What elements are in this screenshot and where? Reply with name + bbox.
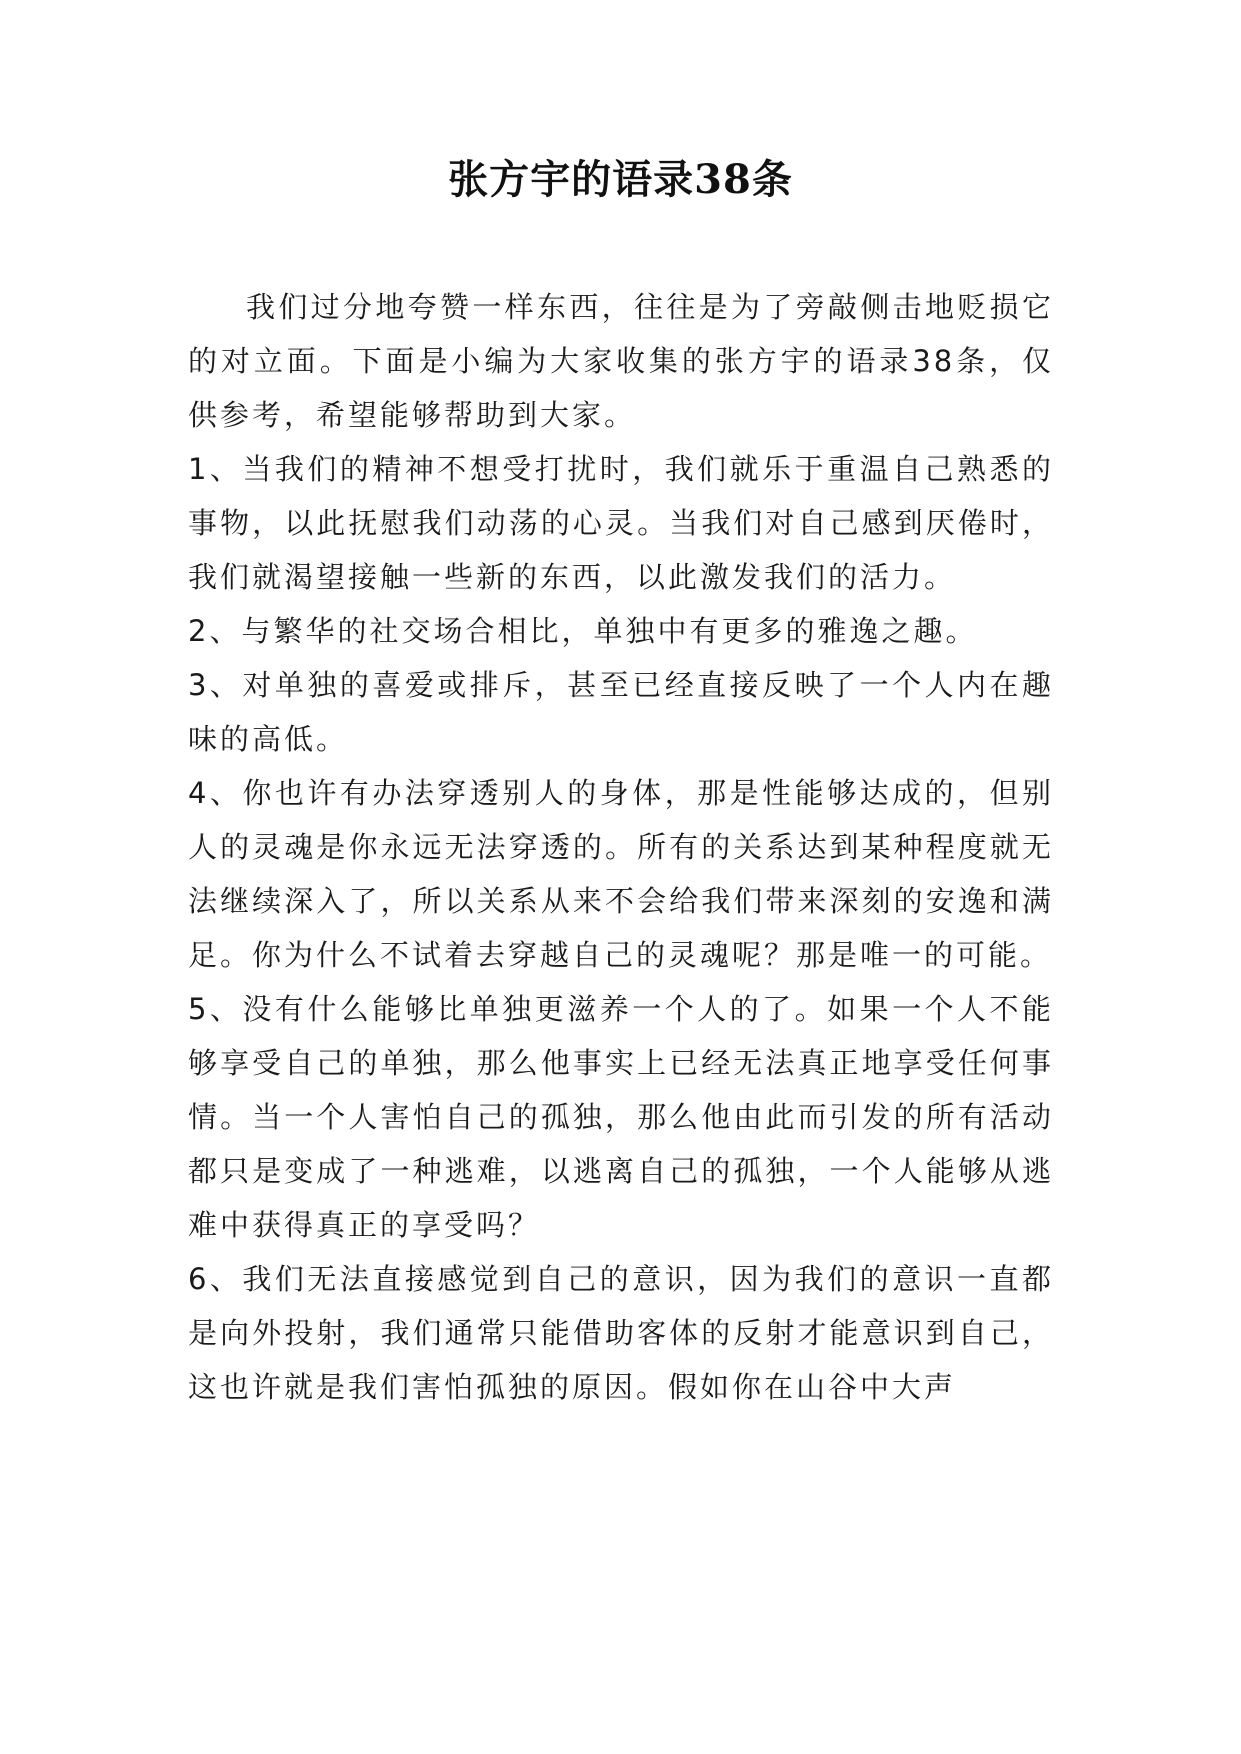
quote-paragraph-5: 5、没有什么能够比单独更滋养一个人的了。如果一个人不能够享受自己的单独，那么他事实上已经无法真正地享受任何事情。当一个人害怕自己的孤独，那么他由此而引发的所有活动都只是变成了一种逃难，以逃离自己的孤独，一个人能够从逃难中获得真正的享受吗？	[188, 992, 1054, 1242]
quote-paragraph-6: 6、我们无法直接感觉到自己的意识，因为我们的意识一直都是向外投射，我们通常只能借助客体的反射才能意识到自己，这也许就是我们害怕孤独的原因。假如你在山谷中大声	[188, 1262, 1054, 1404]
quote-paragraph-4: 4、你也许有办法穿透别人的身体，那是性能够达成的，但别人的灵魂是你永远无法穿透的。所有的关系达到某种程度就无法继续深入了，所以关系从来不会给我们带来深刻的安逸和满足。你为什么不试着去穿越自己的灵魂呢？那是唯一的可能。	[188, 776, 1054, 972]
quote-paragraph-1: 1、当我们的精神不想受打扰时，我们就乐于重温自己熟悉的事物，以此抚慰我们动荡的心灵。当我们对自己感到厌倦时，我们就渴望接触一些新的东西，以此激发我们的活力。	[188, 452, 1054, 594]
document-title: 张方宇的语录38条	[448, 156, 793, 203]
document-body	[188, 280, 1054, 1414]
intro-paragraph: 我们过分地夸赞一样东西，往往是为了旁敲侧击地贬损它的对立面。下面是小编为大家收集的张方宇的语录38条，仅供参考，希望能够帮助到大家。	[188, 290, 1054, 432]
quote-paragraph-2: 2、与繁华的社交场合相比，单独中有更多的雅逸之趣。	[188, 614, 978, 648]
quote-paragraph-3: 3、对单独的喜爱或排斥，甚至已经直接反映了一个人内在趣味的高低。	[188, 668, 1054, 756]
